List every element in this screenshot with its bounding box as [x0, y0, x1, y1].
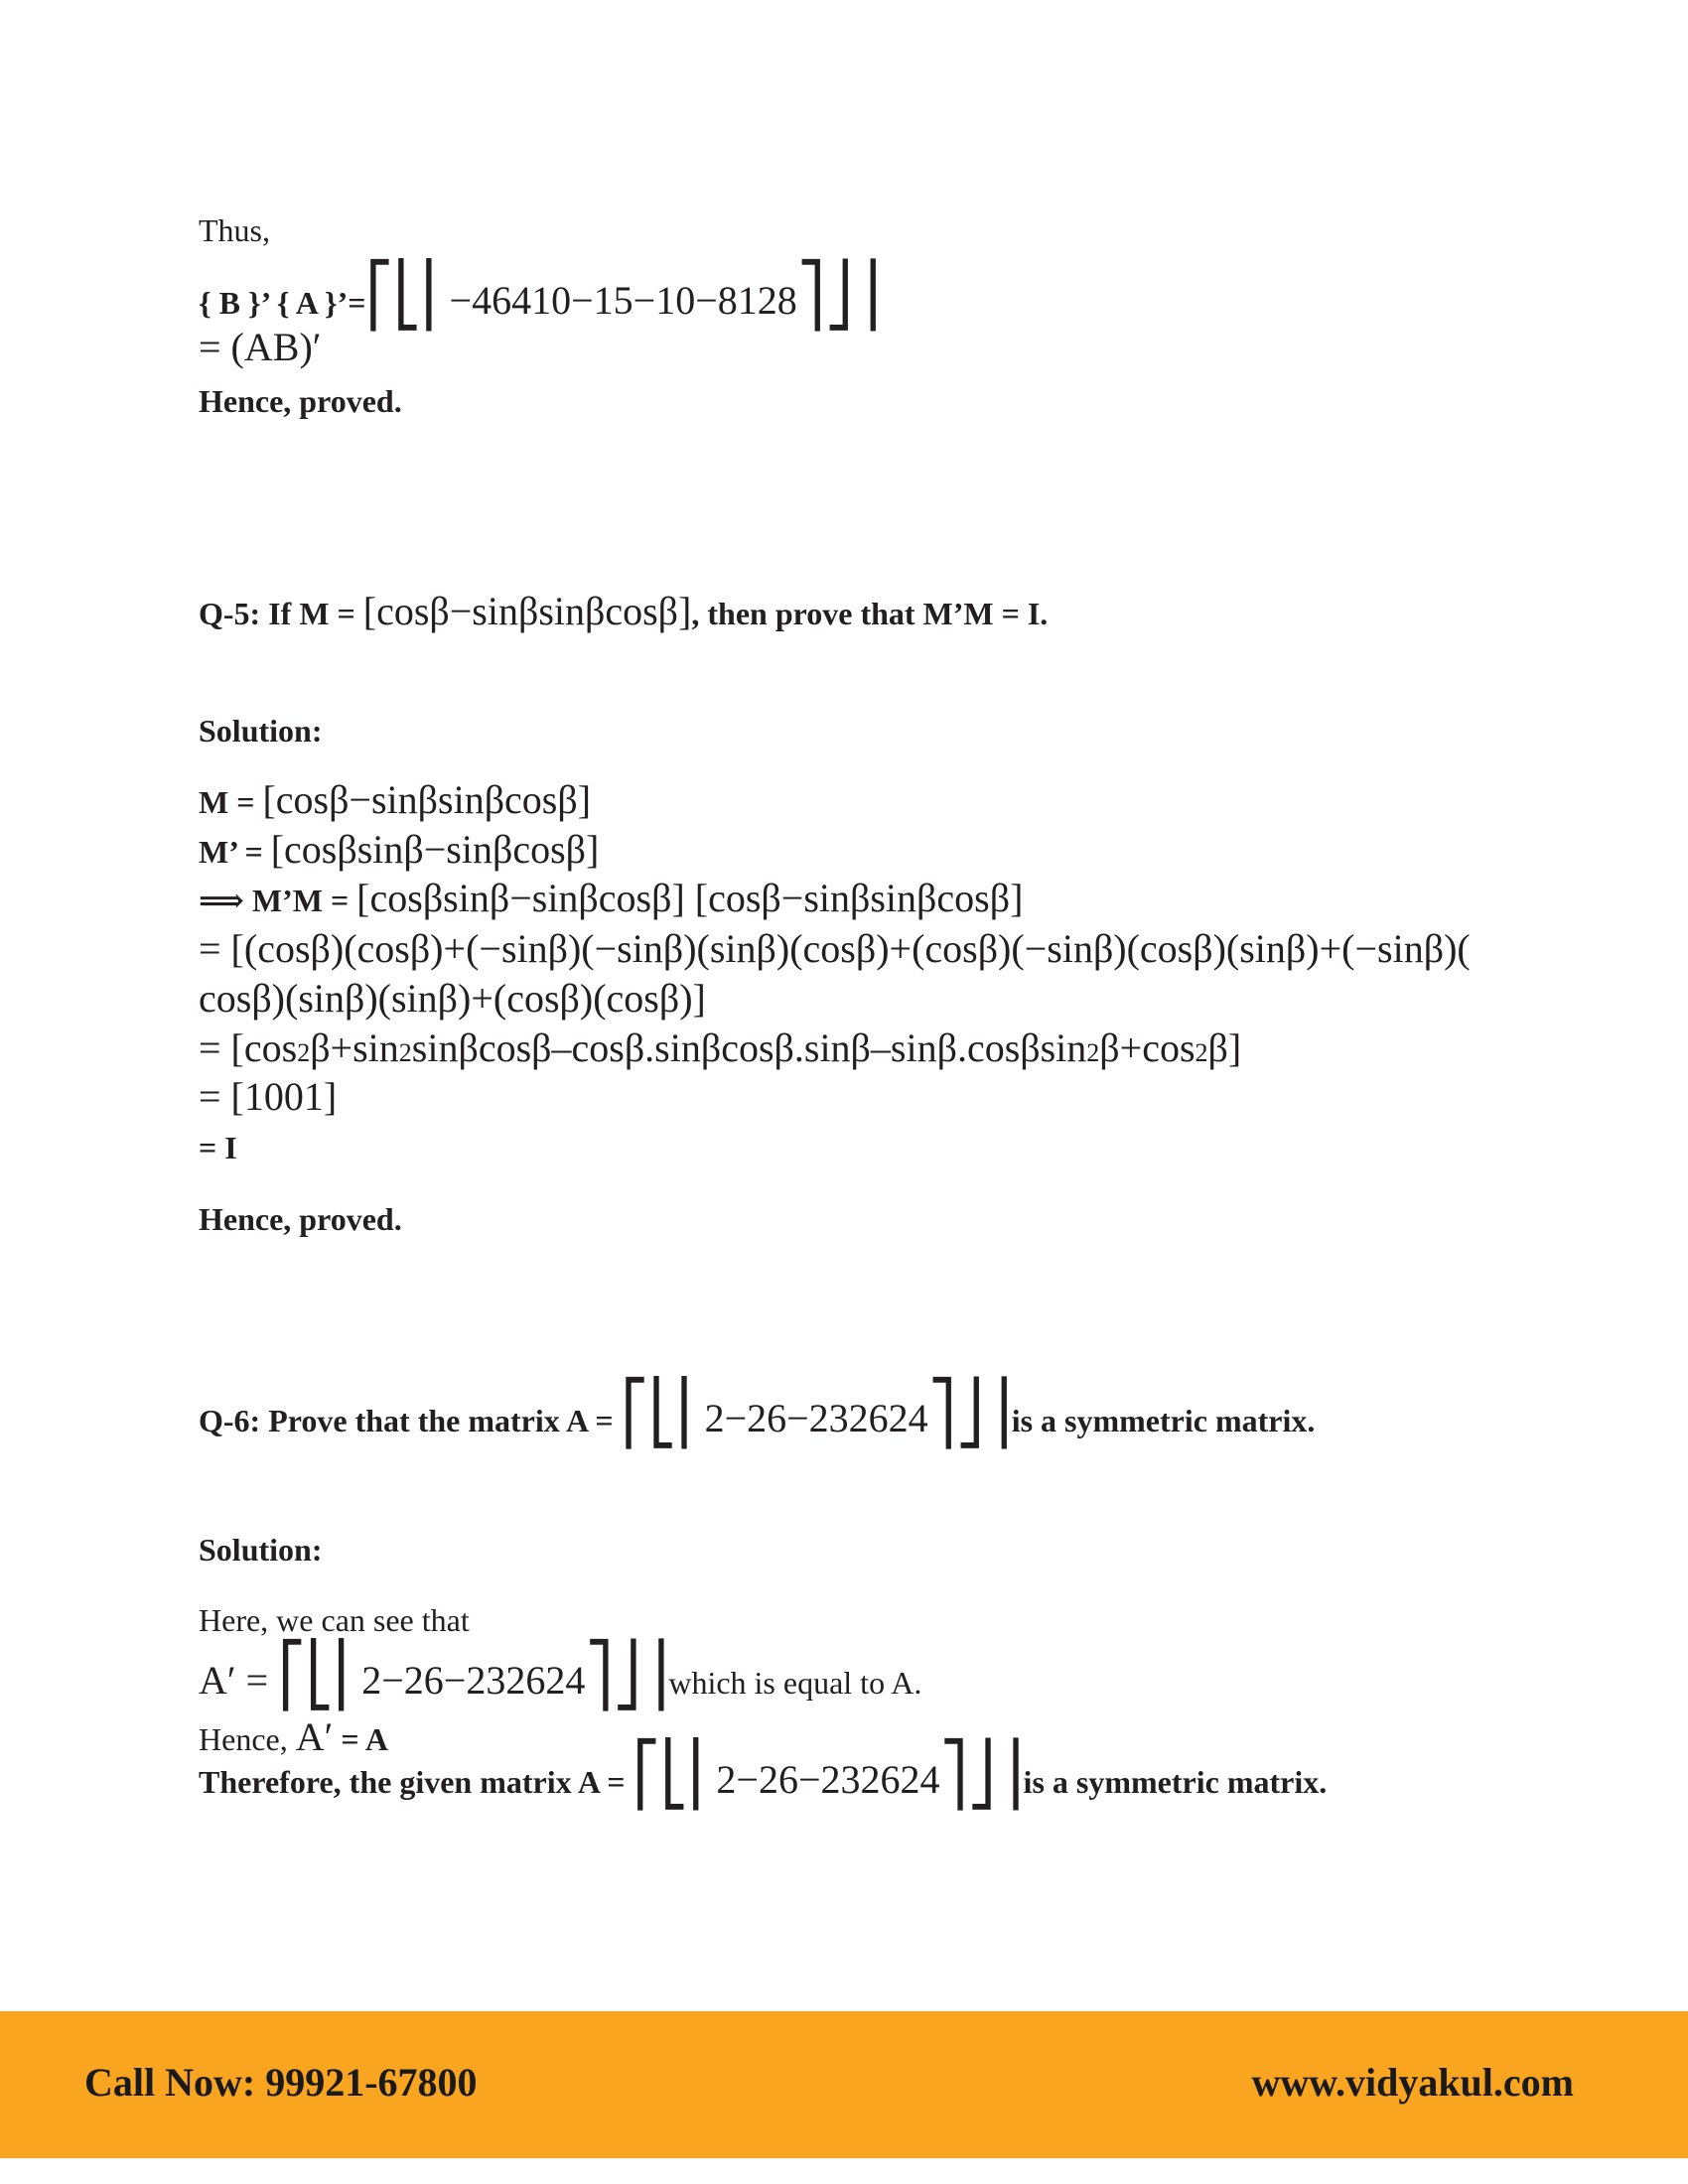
mt-label: M’ = — [199, 834, 271, 870]
expansion-line-1: = [(cosβ)(cosβ)+(−sinβ)(−sinβ)(sinβ)(cosβ)+(cosβ)(−sinβ)(cosβ)(sinβ)+(−sinβ)( — [199, 926, 1471, 971]
matrix-bracket-right: ⎤⎦⎥ — [927, 1379, 1012, 1448]
m-value: [cosβ−sinβsinβcosβ] — [262, 777, 592, 822]
transpose-product-line — [199, 261, 881, 331]
simplify-part-c: sinβcosβ–cosβ.sinβcosβ.sinβ–sinβ.cosβsin — [411, 1025, 1087, 1070]
equals-ab-transpose: = (AB)′ — [199, 325, 322, 369]
matrix-bracket-right: ⎤⎦⎥ — [585, 1641, 669, 1710]
a-transpose-suffix: which is equal to A. — [668, 1665, 922, 1701]
hence-prefix: Hence, — [199, 1721, 296, 1757]
a-transpose-matrix: 2−26−232624 — [361, 1658, 586, 1703]
hence-equals-a: = A — [333, 1721, 388, 1757]
website-link[interactable]: www.vidyakul.com — [1251, 2060, 1574, 2105]
a-transpose-line — [199, 1641, 922, 1710]
mm-value: [cosβsinβ−sinβcosβ] [cosβ−sinβsinβcosβ] — [356, 876, 1024, 920]
m-definition — [199, 777, 592, 822]
q5-matrix: [cosβ−sinβsinβcosβ] — [362, 589, 692, 633]
simplify-part-a: = [cos — [199, 1025, 298, 1070]
therefore-prefix: Therefore, the given matrix A = — [199, 1764, 633, 1800]
matrix-bracket-right: ⎤⎦⎥ — [796, 261, 881, 331]
mt-value: [cosβsinβ−sinβcosβ] — [270, 827, 600, 872]
question-6 — [199, 1379, 1316, 1448]
m-transpose-definition — [199, 827, 600, 872]
expansion-line-2: cosβ)(sinβ)(sinβ)+(cosβ)(cosβ)] — [199, 976, 706, 1021]
hence-a-transpose-symbol: A′ — [295, 1714, 334, 1759]
q6-prefix: Q-6: Prove that the matrix A = — [199, 1403, 622, 1438]
identity-matrix-line: = [1001] — [199, 1074, 338, 1119]
simplification-line — [199, 1025, 1242, 1070]
mm-product — [199, 876, 1024, 920]
equals-i: = I — [199, 1130, 237, 1165]
therefore-line — [199, 1740, 1328, 1810]
m-label: M = — [199, 784, 263, 820]
superscript-2: 2 — [1086, 1038, 1100, 1067]
matrix-bracket-left: ⎡⎣⎢ — [621, 1379, 705, 1448]
question-5 — [199, 589, 1049, 633]
q6-suffix: is a symmetric matrix. — [1011, 1403, 1316, 1438]
q5-solution-label: Solution: — [199, 713, 323, 749]
matrix-bracket-left: ⎡⎣⎢ — [278, 1641, 362, 1710]
hence-proved-2: Hence, proved. — [199, 1201, 402, 1237]
q6-matrix: 2−26−232624 — [704, 1396, 928, 1440]
thus-text: Thus, — [199, 212, 270, 248]
q6-solution-label: Solution: — [199, 1532, 323, 1568]
matrix-bracket-right: ⎤⎦⎥ — [939, 1740, 1024, 1810]
simplify-part-d: β+cos — [1099, 1025, 1196, 1070]
simplify-part-e: β] — [1207, 1025, 1242, 1070]
transpose-matrix: −46410−15−10−8128 — [449, 278, 797, 323]
here-text: Here, we can see that — [199, 1602, 470, 1638]
therefore-suffix: is a symmetric matrix. — [1023, 1764, 1328, 1800]
simplify-part-b: β+sin — [310, 1025, 399, 1070]
mm-label: ⟹ M’M = — [199, 883, 357, 918]
superscript-2: 2 — [1195, 1038, 1208, 1067]
superscript-2: 2 — [398, 1038, 412, 1067]
q5-suffix: , then prove that M’M = I. — [691, 596, 1049, 631]
matrix-bracket-left: ⎡⎣⎢ — [633, 1740, 717, 1810]
a-transpose-label: A′ = — [199, 1658, 279, 1703]
superscript-2: 2 — [297, 1038, 311, 1067]
call-now-text[interactable]: Call Now: 99921-67800 — [84, 2060, 478, 2105]
hence-proved-1: Hence, proved. — [199, 383, 402, 419]
therefore-matrix: 2−26−232624 — [716, 1757, 940, 1802]
transpose-lhs: { B }’ { A }’= — [199, 285, 366, 321]
matrix-bracket-left: ⎡⎣⎢ — [365, 261, 450, 331]
footer-banner — [0, 2011, 1688, 2158]
q5-prefix: Q-5: If M = — [199, 596, 363, 631]
